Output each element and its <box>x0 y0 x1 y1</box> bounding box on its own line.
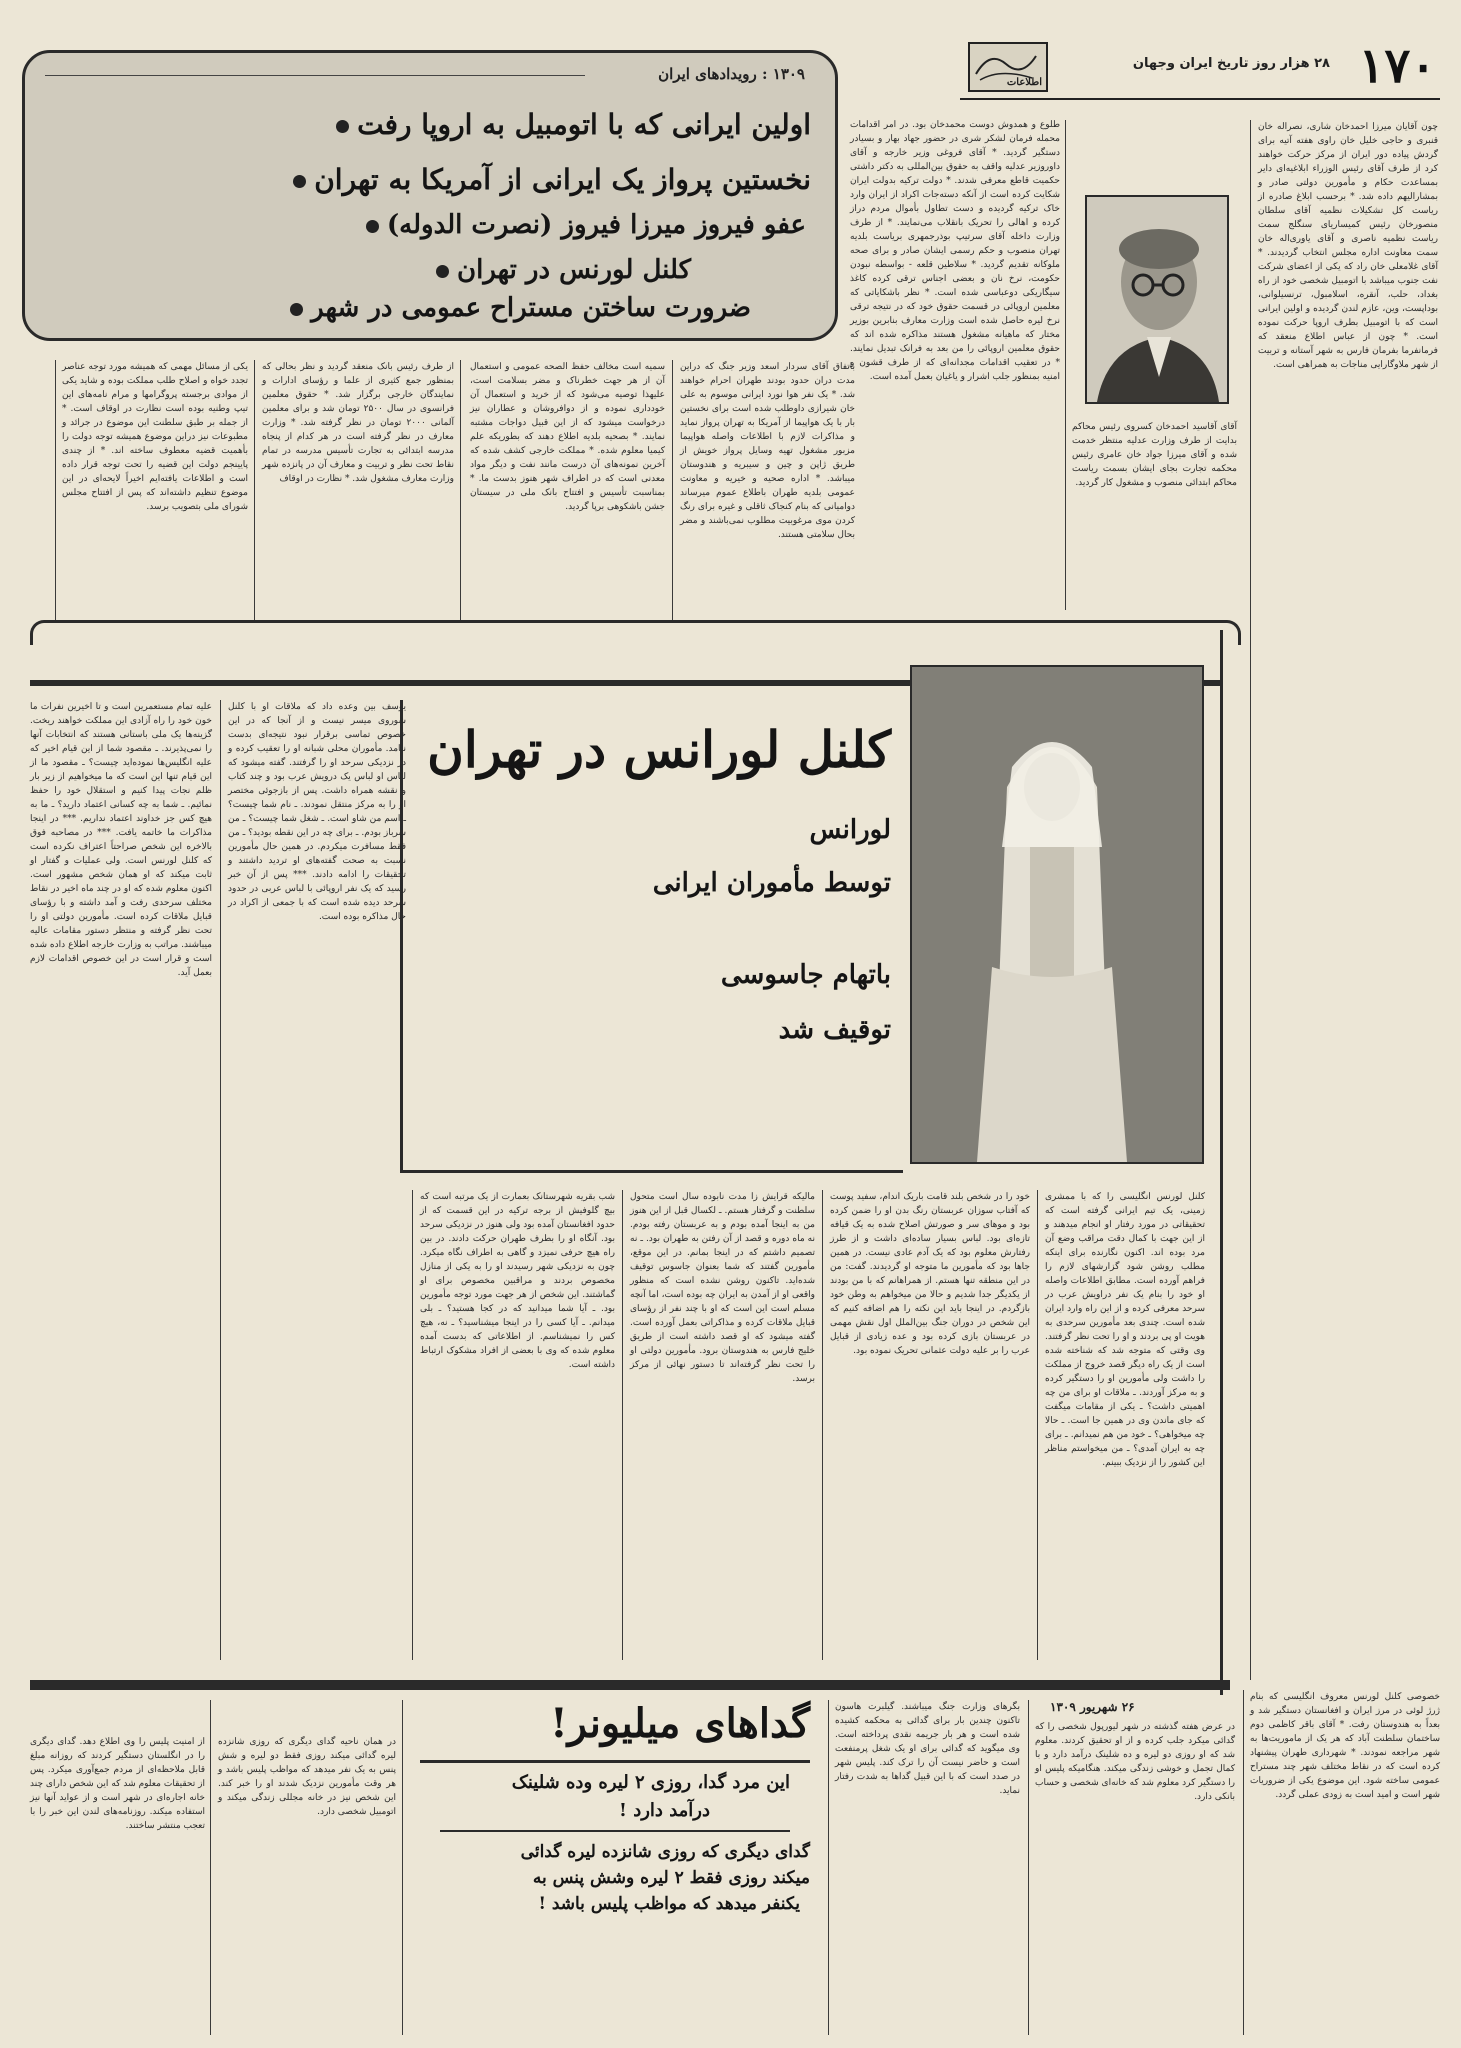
article-frame-right <box>1220 630 1223 1695</box>
bottom-column-3: بگرهای وزارت جنگ میباشند. گیلبرت هاسون تاکنون چندین بار برای گدائی به محکمه کشیده شده است و هر بار جریمه نقدی پرداخته است. وی میگوید که گدائی برای او یک شغل پرمنفعت است و حاضر نیست آن را ترک کند. پلیس شهر در صدد است که با این قبیل گداها به شدت رفتار نماید. <box>835 1702 1020 1796</box>
summary-headline-5: ضرورت ساختن مستراح عمومی در شهر <box>282 293 751 323</box>
top-column-6: از طرف رئیس بانک منعقد گردید و نظر بحالی که بمنظور جمع کثیری از علما و رؤسای ادارات و نمایندگان خارجی برگزار شد. * حقوق معلمین فرانسوی در سال ۲۵۰۰ تومان شد و برای معلمین آلمانی ۲۰۰۰ تومان در نظر گرفته شد. * وزارت معارف در نظر گرفته است در هر کدام از پنجاه مدرسه ابتدائی به تجارت تأسیس مدرسه در تمام نقاط تحت نظر و تربیت و معارف آن در پانزده شهر وزارت معارف مشغول شد. * نظارت در اوقاف <box>262 362 454 484</box>
lawrence-deck-3: باتهام جاسوسی <box>720 960 891 990</box>
bottom-right-column: خصوصی کلنل لورنس معروف انگلیسی که بنام ژرژ لوئی در مرز ایران و افغانستان دستگیر شد و بعداً به هندوستان رفت. * آقای باقر کاظمی دوم ساختمان سلطنت آباد که هر یک از ماموریت‌ها به شهر مراجعه نمودند. * شهرداری طهران پیشنهاد کرده است که در نقاط مختلف شهر چند مستراح عمومی ساخته شود. این موضوع یکی از ضروریات شهر است و امید است به زودی عملی گردد. <box>1250 1692 1440 1800</box>
summary-headline-3: عفو فیروز میرزا فیروز (نصرت الدوله) <box>358 210 806 240</box>
summary-headline-4: کلنل لورنس در تهران <box>428 255 691 285</box>
lawrence-date-line: ۲۶ شهریور ۱۳۰۹ <box>1050 1700 1135 1714</box>
summary-year-title: ۱۳۰۹ : رویدادهای ایران <box>658 65 805 83</box>
portrait-man-icon <box>1087 197 1227 402</box>
top-column-3: طلوع و همدوش دوست محمدخان بود. در امر اقدامات محمله فرمان لشکر شری در حضور جهاد بهار و بسیادر دستگیر گردید. * آقای فروغی وزیر خارجه و آقای داوروزیر عدلیه واقف به حقوق بین‌المللی به دکتر داشتی حکمیت قاطع معرفی شدند. * دولت ترکیه بدولت ایران شکایت کرده است از آنکه دسته‌جات اکراد از ایران وارد خاک ترکیه گردیده و دست تطاول بأموال مردم دراز کرده و اهالی را تحریک بانقلاب می‌نمایند. * از طرف وزارت داخله آقای سرتیپ بوذرجمهری بریاست بلدیه تهران منصوب و حکم رسمی ایشان صادر و برای صحه ملوکانه تقدیم گردید. * سلاطین قلعه - بواسطه نبودن حکومت، نرخ نان و بعضی اجناس ترقی کرده کاغذ سیگاریکی دوعباسی شده است. * نظر باشکایاتی که معلمین اروپائی در قسمت حقوق خود که در نتیجه ترقی نرخ لیره حاصل شده است وزارت معارف بنابرین بوزیر مختار که ماهیانه مشغول هستند مذاکره شده اند که حقوق معلمین اروپائی را من بعد به فرانک تبدیل نمایند. * در تعقیب اقدامات مجدانه‌ای که از طرف قشون و امنیه بمنظور جلب اشرار و یاغیان بعمل آمده است. <box>850 120 1060 382</box>
lawrence-column-e: یوسف بین وعده داد که ملاقات او با کلنل شوروی میسر نیست و از آنجا که در این خصوص تماسی برقرار نبود نتیجه‌ای بدست نیامد. مأموران محلی شبانه او را تعقیب کرده و در نزدیکی سرحد او را گرفتند. گفته میشود که لباس او لباس یک درویش عرب بود و چند کتاب و نقشه همراه داشت. پس از بازجوئی مختصر او را به مرکز منتقل نمودند. ـ نام شما چیست؟ ـ اسم من شاو است. ـ شغل شما چیست؟ ـ من سرباز بودم. ـ برای چه در این نقطه بودید؟ ـ من فقط مسافرت میکردم. در همین حال مأمورین نسبت به صحت گفته‌های او تردید داشتند و تحقیقات را ادامه دادند. *** پس از آن خبر رسید که یک نفر اروپائی با لباس عربی در حدود سرحد دیده شده است که با جمعی از اکراد در حال مذاکره بوده است. <box>228 702 406 922</box>
summary-title-rule <box>45 75 585 76</box>
beggars-deck-2c: یکنفر میدهد که مواظب پلیس باشد ! <box>538 1894 800 1914</box>
bottom-section-rule <box>30 1680 1230 1690</box>
headline-box-border <box>400 700 903 1173</box>
beggars-deck-1b: درآمد دارد ! <box>619 1800 710 1821</box>
column-rule <box>412 1190 413 1660</box>
series-title: ۲۸ هزار روز تاریخ ایران وجهان <box>1132 56 1330 71</box>
column-rule <box>672 360 673 620</box>
top-column-7: یکی از مسائل مهمی که همیشه مورد توجه عناصر تجدد خواه و اصلاح طلب مملکت بوده و شاید یکی از موادی برجسته پروگرامها و مرام نامه‌های این تیپ وطنیه بوده است نظارت در اوقاف است. * از جمله بر طبق سلطنت این موضوع در جرائد و مطبوعات نیز دراین موضوع همیشه توجه دولت را بأهمیت قضیه معطوف ساخته اند. * از چندی پایینجم دولت این قضیه را تحت توجه قرار داده است و اطلاعات یافته‌ایم اخیراً لایحه‌ای در این موضوع تنظیم داشته‌اند که پس از افتتاح مجلس شورای ملی بتصویب برسد. <box>62 362 248 512</box>
bullet-icon <box>436 265 449 278</box>
column-rule <box>1037 1190 1038 1660</box>
column-rule <box>1250 120 1251 1680</box>
column-rule <box>220 700 221 1660</box>
column-rule <box>1028 1700 1029 2035</box>
lawrence-column-c: مالیکه قرایش زا مدت نابوده سال است متحول سلطنت و گرفتار هستم. ـ لکسال قبل از این هنوز من به اینجا آمده بودم و به عربستان رفته بودم. نه ماه دوره و قصد از آن رفتن به طهران بود. ـ نه تصمیم داشتم که در اینجا بمانم. در این موقع، مأمورین گفتند که شما بعنوان جاسوس توقیف شده‌اید. تاکنون روشن نشده است که منظور واقعی او از آمدن به ایران چه بوده است، اما آنچه مسلم است این است که او با چند نفر از رؤسای قبایل ملاقات کرده و مذاکراتی بعمل آورده است. گفته میشود که او قصد داشته است از طریق خلیج فارس به هندوستان برود. مأمورین دولتی او را تحت نظر گرفته‌اند تا دستور نهائی از مرکز برسد. <box>630 1192 815 1384</box>
lawrence-column-d: شب بقریه شهرستانک بعمارت از یک مرتبه است که بیچ گلوفیش از برجه ترکیه در این قسمت که از حدود افغانستان آمده بود ولی هنوز در نزدیکی سرحد بود. آنگاه او را بطرف طهران حرکت دادند. در بین راه هیچ حرفی نمیزد و گاهی به اطراف نگاه میکرد. چون به نزدیکی شهر رسیدند او را به یکی از منازل مخصوص بردند و مراقبین مخصوص برای او گماشتند. این شخص از هر جهت مورد توجه مأمورین بود. ـ آیا شما میدانید که در کجا هستید؟ ـ بلی میدانم. ـ آیا کسی را در اینجا میشناسید؟ ـ نه، هیچ کس را نمیشناسم. از اطلاعاتی که بدست آمده معلوم شده که وی با بعضی از افراد مشکوک ارتباط داشته است. <box>420 1192 615 1370</box>
logo-text: اطلاعات <box>1006 77 1042 88</box>
lawrence-photo <box>910 665 1204 1164</box>
column-rule <box>402 1700 403 2035</box>
lawrence-deck-2: توسط مأموران ایرانی <box>652 868 891 898</box>
bullet-icon <box>293 175 306 188</box>
beggars-deck-1: این مرد گدا، روزی ۲ لیره وده شلینک <box>511 1772 790 1793</box>
lawrence-deck-1: لورانس <box>809 815 891 845</box>
masthead <box>960 38 1440 100</box>
ettelaat-logo <box>968 42 1048 92</box>
column-rule <box>55 360 56 620</box>
column-rule <box>460 360 461 620</box>
column-rule <box>828 1700 829 2035</box>
bullet-icon <box>290 303 303 316</box>
beggars-deck-rule <box>440 1830 790 1832</box>
column-rule <box>1065 120 1066 610</box>
beggars-headline-rule <box>420 1760 810 1763</box>
page-number: ۱۷۰ <box>1358 38 1436 94</box>
column-rule <box>1243 1690 1244 2035</box>
bullet-icon <box>366 220 379 233</box>
lawrence-column-a: کلنل لورنس انگلیسی را که با ممشری زمینی، یک تیم ایرانی گرفته است که تحقیقاتی در مورد رفتار او انجام میدهند و از این جهت با کمال دقت مراقب وضع آن مرد بوده اند. اکنون نگارنده برای اینکه مطلب روشن شود گزارشهای لازم را فراهم آورده است. مطابق اطلاعات واصله او خود را بنام یک نفر دراویش عرب در سرحد معرفی کرده و از این راه وارد ایران شده است. چندی بعد مأمورین سرحدی به هویت او پی بردند و او را تحت نظر گرفتند. وی وقتی که متوجه شد که شناخته شده است از یک راه دیگر قصد خروج از مملکت را داشت ولی مأمورین او را دستگیر کرده و به مرکز آوردند. ـ ملاقات او برای من چه اهمیتی داشت؟ ـ یکی از مقامات میگفت که جای ماندن وی در همین جا است. ـ حالا چه میخواهی؟ ـ خود من هم نمیدانم. ـ برای چه به ایران آمدی؟ ـ من میخواستم مناظر این کشور را از نزدیک ببینم. <box>1045 1192 1205 1468</box>
lawrence-deck-4: توقیف شد <box>778 1015 891 1045</box>
beggars-headline-box <box>410 1700 820 2030</box>
top-column-5: سمیه است مخالف حفظ الصحه عمومی و استعمال آن از هر جهت خطرناک و مضر بسلامت است، علیهذا توصیه می‌شود که از خرید و استعمال آن خودداری نموده و از دوافروشان و عطاران نیز درخواست میشود که از این قبیل دواجات مشتبه نمایند. * بصحیه بلدیه اطلاع دهند که بطوریکه علم کیمیا معلوم شده. * مملکت خارجی کشف شده که آخرین نمونه‌های آن درست مانند نفت و دیگر مواد معدنی است که در اطراف شهر هنوز بدست ما. * بمناسبت تأسیس و افتتاح بانک ملی در سیستان جشن باشکوهی برپا گردید. <box>470 362 665 512</box>
column-rule <box>254 360 255 620</box>
beggars-deck-2: گدای دیگری که روزی شانزده لیره گدائی <box>520 1842 810 1862</box>
article-frame-top <box>30 620 1241 645</box>
lawrence-headline: کلنل لورانس در تهران <box>427 720 891 779</box>
column-rule <box>622 1190 623 1660</box>
column-rule <box>210 1700 211 2035</box>
photo-caption: آقای آقاسید احمدخان کسروی رئیس محاکم بدایت از طرف وزارت عدلیه منتظر خدمت شده و آقای میرزا جواد خان عامری رئیس محکمه تجارت بجای ایشان بسمت ریاست محاکم ابتدائی منصوب و مشغول کار گردید. <box>1072 422 1237 488</box>
bullet-icon <box>336 120 349 133</box>
portrait-photo <box>1085 195 1229 404</box>
bottom-column-4: در همان ناحیه گدای دیگری که روزی شانزده لیره گدائی میکند روزی فقط دو لیره و شش پنس به یک نفر میدهد که مواظب پلیس باشد و هر وقت مأمورین نزدیک شدند او را خبر کند. این شخص نیز در خانه مجللی زندگی میکند و اتومبیل شخصی دارد. <box>218 1737 396 1817</box>
summary-headline-1: اولین ایرانی که با اتومبیل به اروپا رفت <box>328 108 811 141</box>
lawrence-column-f: علیه تمام مستعمرین است و تا اخیرین نفرات ما خون خود را راه آزادی این مملکت خواهند ریخت. گزینه‌ها یک ملی باستانی هستند که انتخابات آنها را نمی‌پذیرند. ـ مقصود شما از این قیام اخیر که علیه انگلیس‌ها نموده‌اید چیست؟ ـ مقصود ما از این قیام تنها این است که ما میخواهیم از زیر بار ظلم نجات پیدا کنیم و استقلال خود را حفظ نمائیم. ـ شما به چه کسانی اعتماد دارید؟ ـ ما به هیچ کس جز خداوند اعتماد نداریم. *** در اینجا مذاکرات ما خاتمه یافت. *** در مصاحبه فوق بالاخره این شخص صراحتاً اعتراف نکرده است که کلنل لورنس است. ولی عملیات و گفتار او ثابت میکند که او همان شخص مشهور است. اکنون معلوم شده که او در چند ماه اخیر در نقاط مختلف سرحدی رفت و آمد داشته و با رؤسای قبایل ملاقات کرده است. مأمورین دولتی او را تحت نظر گرفته و منتظر دستور مقامات عالیه میباشند. مراتب به وزارت خارجه اطلاع داده شده است و قرار است در این خصوص اقدامات لازم بعمل آید. <box>30 702 212 978</box>
column-rule <box>822 1190 823 1660</box>
bottom-column-2: در عرض هفته گذشته در شهر لیورپول شخصی را که گدائی میکرد جلب کرده و از او تحقیق کردند. معلوم شد که او روزی دو لیره و ده شلینک درآمد دارد و با کمال تجمل و خوشی زندگی میکند. هنگامیکه پلیس او را دستگیر کرد معلوم شد که خانه‌ای شخصی و حساب بانکی دارد. <box>1035 1722 1235 1802</box>
beggars-deck-2b: میکند روزی فقط ۲ لیره وشش پنس به <box>532 1868 810 1888</box>
lawrence-column-b: خود را در شخص بلند قامت باریک اندام، سفید پوست که آفتاب سوزان عربستان رنگ بدن او را ضمن کرده بود و موهای سر و صورتش اصلاح شده به یک قیافه تازه‌ای بود. لباس بسیار ساده‌ای داشت و از طرز رفتارش معلوم بود که یک آدم عادی نیست. در همین جاها بود که مأمورین ما متوجه او گردیدند. گفت: من در این منطقه تنها هستم. از همراهانم که با من بودند از یکدیگر جدا شدیم و حالا من میخواهم به وطن خود بازگردم. در اینجا باید این نکته را هم اضافه کنیم که این شخص در دوران جنگ بین‌الملل اول نقش مهمی در عربستان بازی کرده بود و عده زیادی از قبایل عرب را بر علیه دولت عثمانی تحریک نموده بود. <box>830 1192 1030 1356</box>
summary-headline-2: نخستین پرواز یک ایرانی از آمریکا به تهران <box>285 163 811 196</box>
lawrence-figure-icon <box>912 667 1202 1162</box>
top-column-4: باتفاق آقای سردار اسعد وزیر جنگ که دراین مدت دران حدود بودند طهران احرام خواهند شد. * یک نفر هوا نورد ایرانی موسوم به علی خان شیرازی داوطلب شده است برای نخستین بار با یک هواپیما از آمریکا به تهران پرواز نماید و مذاکرات لازم با اطلاعات واصله هواپیما مزبور مشغول تهیه وسایل پرواز خویش از طریق ژاپن و چین و سیبریه و هندوستان میباشد. * اداره صحیه و خیریه و معاونت عمومی بلدیه طهران باطلاع عموم میرساند دوامیانی که بنام کنجاک ثاقلی و غیره برای رنگ کردن موی مرغوبیت مطلوب نمی‌باشند و مضر بحال سلامتی هستند. <box>680 362 855 540</box>
bottom-column-5: از امنیت پلیس را وی اطلاع دهد. گدای دیگری را در انگلستان دستگیر کردند که روزانه مبلغ قابل ملاحظه‌ای از مردم جمع‌آوری میکرد. پس از تحقیقات معلوم شد که این شخص دارای چند خانه اجاره‌ای در شهر است و از عواید آنها نیز استفاده میکند. روزنامه‌های لندن این خبر را با تعجب منتشر ساختند. <box>30 1737 205 1831</box>
top-right-column: چون آقایان میرزا احمدخان شاری، نصراله خان قنبری و حاجی خلیل خان راوی هفته آتیه برای گردش پیاده دور ایران از مرکز حرکت خواهند کرد از طرف آقای رئیس الوزراء ابلاغیه‌ای داير بمساعدت حکام و مأمورین دولتی صادر و بمشارالیهم داده شد. * برحسب ابلاغ صادره از ریاست کل تشکیلات نظمیه آقای سلطان منصورخان رئیس کمیساریای سنگلج سمت ریاست نظمیه ناصری و آقای یاوری‌اله خان سمت معاونت اداره مجلس انتخاب گردیدند. * آقای غلامعلی خان راد که یکی از اعضای شرکت نفت جنوب میباشد با اتومبیل شخصی خود از راه بغداد، حلب، آنقره، اسلامبول، ترنسیلوانی، بوداپست، وین، عازم لندن گردیده و اولین ایرانی است که با اتومبیل بطرف اروپا حرکت نموده است. * چون از عباس اطلاع منعقد که فرمانفرما بفرمان فارس به شهر آستانه و تربیت از شهر ملاوگارایی مناجات به همراهی است. <box>1258 122 1438 370</box>
beggars-headline: گداهای میلیونر! <box>550 1700 810 1747</box>
